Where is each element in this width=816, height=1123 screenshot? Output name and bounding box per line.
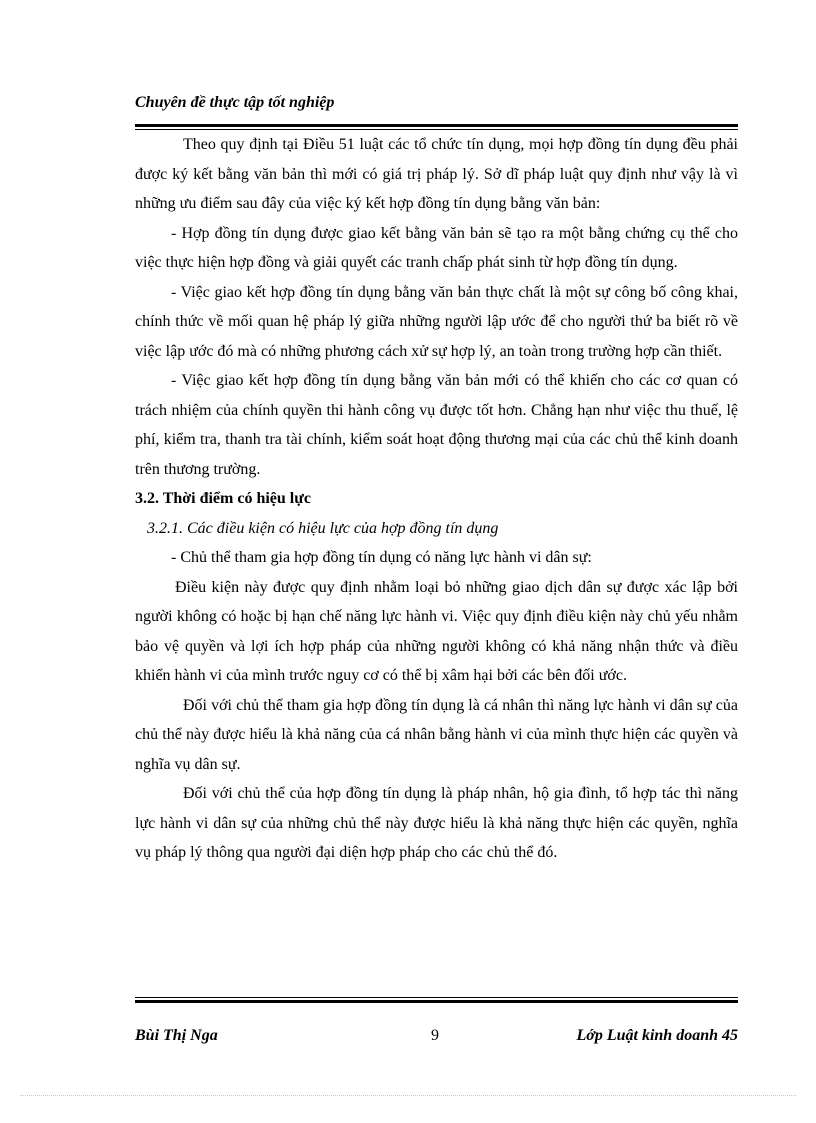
header-title: Chuyên đề thực tập tốt nghiệp bbox=[135, 94, 335, 111]
paragraph-legal-entity: Đối với chủ thể của hợp đồng tín dụng là pháp nhân, hộ gia đình, tổ hợp tác thì năng lực hành vi dân sự của những chủ thể này được hiểu là khả năng thực hiện các quyền, nghĩa vụ pháp lý thông qua người đại diện hợp pháp cho các chủ thể đó. bbox=[135, 785, 738, 861]
section-heading: 3.2. Thời điểm có hiệu lực bbox=[135, 490, 311, 507]
paragraph-condition: Điều kiện này được quy định nhằm loại bỏ những giao dịch dân sự được xác lập bởi người không có hoặc bị hạn chế năng lực hành vi. Việc quy định điều kiện này chủ yếu nhằm bảo vệ quyền và lợi ích hợp pháp của những người không có khả năng nhận thức và điều khiển hành vi của mình trước nguy cơ có thể bị xâm hại bởi các bên đối ước. bbox=[135, 578, 738, 684]
paragraph-bullet-3: - Việc giao kết hợp đồng tín dụng bằng văn bản mới có thể khiến cho các cơ quan có trách nhiệm của chính quyền thi hành công vụ được tốt hơn. Chẳng hạn như việc thu thuế, lệ phí, kiểm tra, thanh tra tài chính, kiểm soát hoạt động thương mại của các chủ thể kinh doanh trên thương trường. bbox=[135, 372, 738, 478]
footer-page-number: 9 bbox=[431, 1027, 439, 1044]
footer-rule-thick bbox=[135, 1000, 738, 1003]
paragraph-bullet-1: - Hợp đồng tín dụng được giao kết bằng văn bản sẽ tạo ra một bằng chứng cụ thể cho việc thực hiện hợp đồng và giải quyết các tranh chấp phát sinh từ hợp đồng tín dụng. bbox=[135, 224, 738, 271]
footer-class-name: Lớp Luật kinh doanh 45 bbox=[576, 1027, 738, 1044]
header-rule-thick bbox=[135, 124, 738, 127]
paragraph-individual: Đối với chủ thể tham gia hợp đồng tín dụng là cá nhân thì năng lực hành vi dân sự của chủ thể này được hiểu là khả năng của cá nhân bằng hành vi của mình thực hiện các quyền và nghĩa vụ dân sự. bbox=[135, 696, 738, 773]
paragraph-subject-capacity: - Chủ thể tham gia hợp đồng tín dụng có năng lực hành vi dân sự: bbox=[171, 549, 592, 566]
page-boundary-line bbox=[20, 1095, 796, 1096]
paragraph-bullet-2: - Việc giao kết hợp đồng tín dụng bằng văn bản thực chất là một sự công bố công khai, chính thức về mối quan hệ pháp lý giữa những người lập ước để cho người thứ ba biết rõ về việc lập ước đó mà có những phương cách xử sự hợp lý, an toàn trong trường hợp cần thiết. bbox=[135, 283, 738, 360]
footer-rule-thin bbox=[135, 997, 738, 998]
subsection-heading: 3.2.1. Các điều kiện có hiệu lực của hợp đồng tín dụng bbox=[147, 519, 499, 537]
footer-author: Bùi Thị Nga bbox=[135, 1027, 218, 1044]
document-body bbox=[135, 130, 738, 868]
paragraph-intro: Theo quy định tại Điều 51 luật các tổ chức tín dụng, mọi hợp đồng tín dụng đều phải được ký kết bằng văn bản thì mới có giá trị pháp lý. Sở dĩ pháp luật quy định như vậy là vì những ưu điểm sau đây của việc ký kết hợp đồng tín dụng bằng văn bản: bbox=[135, 136, 738, 212]
footer-rule bbox=[135, 997, 738, 1003]
